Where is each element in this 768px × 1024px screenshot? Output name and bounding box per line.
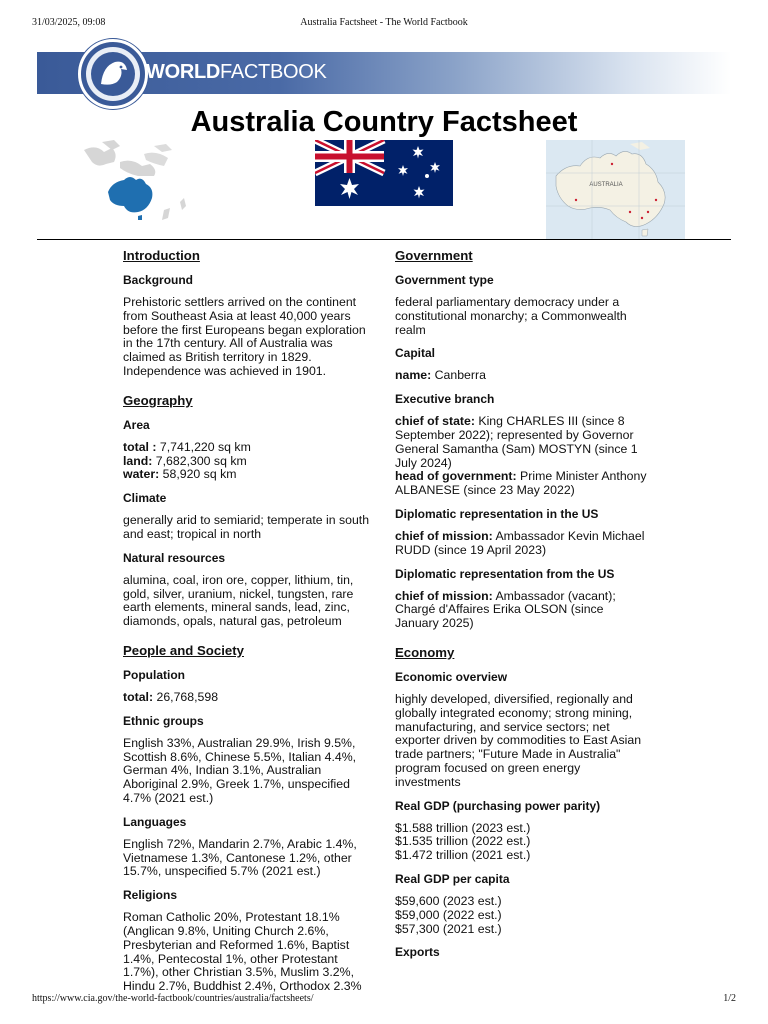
- section-people: People and Society: [123, 642, 244, 658]
- gdp-pc-2023: $59,600 (2023 est.): [395, 893, 502, 908]
- area-values: [123, 441, 375, 482]
- gdp-ppp-2023: $1.588 trillion (2023 est.): [395, 820, 531, 835]
- section-economy: Economy: [395, 644, 455, 660]
- background-text: Prehistoric settlers arrived on the continent from Southeast Asia at least 40,000 years before the first Europeans began exploration in the 17th century. All of Australia was claimed as British territory in 1829. Independence was achieved in 1901.: [123, 295, 366, 378]
- print-title: Australia Factsheet - The World Factbook: [300, 17, 468, 28]
- population-label: Population: [123, 667, 185, 682]
- gdp-ppp-label: Real GDP (purchasing power parity): [395, 798, 601, 813]
- dip-from-text: chief of mission: Ambassador (vacant); Chargé d'Affaires Erika OLSON (since January 2025): [395, 588, 616, 631]
- gdp-pc-label: Real GDP per capita: [395, 871, 510, 886]
- dip-in-label: Diplomatic representation in the US: [395, 506, 599, 521]
- climate-label: Climate: [123, 491, 167, 506]
- australia-flag: [315, 140, 453, 206]
- area-total: total : 7,741,220 sq km: [123, 439, 251, 454]
- section-introduction: Introduction: [123, 248, 200, 263]
- languages-text: English 72%, Mandarin 2.7%, Arabic 1.4%, Vietnamese 1.3%, Cantonese 1.2%, other 15.7%, unspecified 5.7% (2021 est.): [123, 836, 357, 879]
- gov-type-text: federal parliamentary democracy under a constitutional monarchy; a Commonwealth realm: [395, 295, 627, 337]
- page-number: 1/2: [723, 993, 736, 1004]
- country-map: [546, 140, 685, 239]
- section-geography: Geography: [123, 392, 193, 408]
- gov-type-label: Government type: [395, 273, 494, 287]
- gdp-pc-2021: $57,300 (2021 est.): [395, 921, 502, 936]
- dip-from-label: Diplomatic representation from the US: [395, 566, 615, 581]
- gdp-pc-2022: $59,000 (2022 est.): [395, 907, 502, 922]
- country-map-label: AUSTRALIA: [589, 182, 623, 188]
- area-label: Area: [123, 417, 150, 432]
- languages-label: Languages: [123, 814, 187, 829]
- capital-label: Capital: [395, 346, 436, 361]
- brand-light: FACTBOOK: [220, 61, 327, 83]
- gdp-pc-values: [395, 895, 647, 936]
- ethnic-label: Ethnic groups: [123, 713, 204, 728]
- gdp-ppp-2022: $1.535 trillion (2022 est.): [395, 834, 531, 849]
- resources-label: Natural resources: [123, 550, 226, 565]
- climate-text: generally arid to semiarid; temperate in south and east; tropical in north: [123, 513, 370, 541]
- exec-label: Executive branch: [395, 392, 495, 407]
- resources-text: alumina, coal, iron ore, copper, lithium, tin, gold, silver, uranium, nickel, tungsten, rare earth elements, mineral sands, lead, zinc, diamonds, opals, natural gas, petroleum: [123, 572, 354, 629]
- population-total: total: 26,768,598: [123, 689, 219, 704]
- overview-text: highly developed, diversified, regionally and globally integrated economy; strong mining, manufacturing, and service sectors; net exporter driven by commodities to East Asian trade partners; "Future Made in Australia" program focused on green energy investments: [395, 691, 642, 789]
- gdp-ppp-values: [395, 822, 647, 863]
- capital-name: name: Canberra: [395, 368, 486, 383]
- section-government: Government: [395, 248, 473, 263]
- right-column: [395, 247, 647, 968]
- dip-in-text: chief of mission: Ambassador Kevin Michael RUDD (since 19 April 2023): [395, 528, 645, 557]
- page-url[interactable]: https://www.cia.gov/the-world-factbook/countries/australia/factsheets/: [32, 993, 314, 1004]
- chief-of-state: chief of state: King CHARLES III (since 8 September 2022); represented by Governor General Samantha (Sam) MOSTYN (since 1 July 2024): [395, 414, 638, 470]
- gdp-ppp-2021: $1.472 trillion (2021 est.): [395, 848, 531, 863]
- print-date: 31/03/2025, 09:08: [32, 17, 106, 28]
- religions-label: Religions: [123, 888, 178, 903]
- head-of-government: head of government: Prime Minister Anthony ALBANESE (since 23 May 2022): [395, 469, 647, 498]
- area-water: water: 58,920 sq km: [123, 467, 237, 482]
- brand-wordmark[interactable]: [146, 61, 327, 84]
- brand-bold: WORLD: [146, 61, 221, 83]
- exec-text: [395, 415, 647, 498]
- background-label: Background: [123, 273, 194, 287]
- header-divider: [37, 239, 731, 240]
- religions-text: Roman Catholic 20%, Protestant 18.1% (Anglican 9.8%, Uniting Church 2.6%, Presbyterian and Reformed 1.6%, Baptist 1.4%, Pentecostal 1%, other Protestant 1.7%), other Christian 3.5%, Muslim 3.2%, Hindu 2.7%, Buddhist 2.4%, Orthodox 2.3%: [123, 910, 362, 994]
- ethnic-text: English 33%, Australian 29.9%, Irish 9.5%, Scottish 8.6%, Chinese 5.5%, Italian 4.4%, German 4%, Indian 3.1%, Australian Aboriginal 2.9%, Greek 1.7%, unspecified 4.7% (2021 est.): [123, 735, 357, 805]
- overview-label: Economic overview: [395, 669, 508, 684]
- exports-label: Exports: [395, 945, 440, 960]
- page-title: Australia Country Factsheet: [190, 106, 578, 138]
- left-column: [123, 247, 375, 1003]
- cia-seal-icon: [78, 39, 148, 109]
- area-land: land: 7,682,300 sq km: [123, 453, 247, 468]
- locator-map: [84, 140, 199, 224]
